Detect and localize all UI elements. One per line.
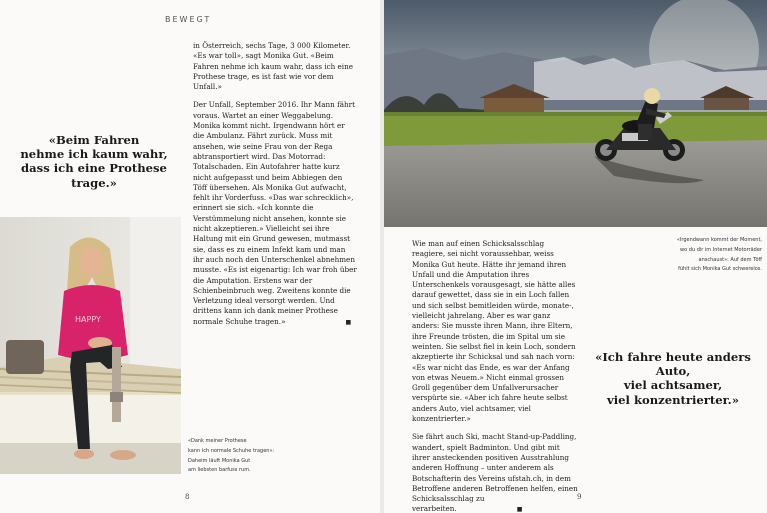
section-label: BEWEGT — [165, 15, 212, 24]
caption-line: wo du dir im Internet Motorräder — [680, 246, 762, 253]
right-article-column — [412, 239, 578, 513]
right-page — [384, 0, 767, 513]
left-paragraph-2: Der Unfall, September 2016. Ihr Mann fährt voraus. Wartet an einer Weggabelung. Monika kommt nicht. Irgendwann hört er die Ambulanz. Fährt zurück. Muss mit ansehen, wie seine Frau von der Rega abtransportiert wird. Das Motorrad: Totalschaden. Ein Autofahrer hatte kurz nicht aufgepasst und beim Abbiegen den Töff übersehen. Als Monika Gut aufwacht, fehlt ihr Vorderfuss. «Das war schrecklich», erinnert sie sich. «Ich konnte die Verstümmelung nicht ansehen, konnte sie nicht akzeptieren.» Vielleicht sei ihre Haltung mit ein Grund gewesen, mutmasst sie, dass es zu einem Infekt kam und man ihr auch noch den Unterschenkel abnehmen musste. «Es ist eigenartig: Ich war froh über die Amputation. Erstens war der Schienbeinbruch weg. Zweitens konnte die Verletzung ideal versorgt werden. Und drittens kann ich dank meiner Prothese normale Schuhe tragen.» ■ — [193, 100, 357, 326]
left-pull-quote — [8, 133, 180, 190]
right-paragraph-2: Sie fährt auch Ski, macht Stand-up-Paddling, wandert, spielt Badminton. Und gibt mit ihrer ansteckenden positiven Ausstrahlung anderen Hoffnung – unter anderem als Botschafterin des Vereins ufstah.ch, in dem Betroffene anderen Betroffenen helfen, einen Schicksalsschlag zu verarbeiten. ■ — [412, 432, 578, 513]
caption-line: Daheim läuft Monika Gut — [188, 457, 251, 464]
pull-quote-line-2: nehme ich kaum wahr, — [20, 147, 168, 162]
pull-quote-line-1: «Beim Fahren — [48, 133, 140, 147]
left-page — [0, 0, 380, 513]
left-paragraph-1: in Österreich, sechs Tage, 3 000 Kilometer. «Es war toll», sagt Monika Gut. «Beim Fahren nehme ich kaum wahr, dass ich eine Prothese trage, es ist fast wie vor dem Unfall.» — [193, 41, 353, 92]
pull-quote-line-1: «Ich fahre heute anders Auto, — [595, 350, 751, 379]
pull-quote-line-3: viel konzentrierter.» — [607, 392, 739, 407]
sweater-print: HAPPY — [75, 315, 101, 324]
caption-line: kann ich normale Schuhe tragen»: — [188, 447, 275, 454]
right-photo-caption — [647, 236, 762, 275]
caption-line: am liebsten barfuss rum. — [188, 467, 251, 474]
right-paragraph-1: Wie man auf einen Schicksalsschlag reagiere, sei nicht voraussehbar, weiss Monika Gut heute. Hätte ihr jemand ihren Unfall und die Amputation ihres Unterschenkels vorausgesagt, sie hätte alles darauf gewettet, dass sie in ein Loch fallen und sich selbst bemitleiden würde, monate-, vielleicht jahrelang. Aber es war ganz anders: Sie musste ihren Mann, ihre Eltern, ihre Freunde trösten, die im Spital um sie weinten. Sie selbst fiel in kein Loch, sondern akzeptierte ihr Schicksal und sah nach vorn: «Es war nicht das Ende, es war der Anfang von etwas Neuem.» Nicht einmal grossen Groll gegenüber dem Unfallverursacher verspürte sie. «Aber ich fahre heute selbst anders Auto, viel achtsamer, viel konzentrierter.» — [412, 239, 576, 424]
left-photo-caption — [188, 437, 338, 476]
caption-line: anschaust»: Auf dem Töff — [698, 256, 762, 263]
caption-line: «Irgendwann kommt der Moment, — [676, 237, 762, 243]
page-number-left: 8 — [185, 493, 190, 501]
caption-line: «Dank meiner Prothese — [188, 438, 247, 444]
caption-line: fühlt sich Monika Gut schwerelos. — [678, 266, 762, 273]
end-mark: ■ — [345, 318, 352, 326]
right-pull-quote — [582, 350, 764, 407]
motorcycle-photo — [384, 0, 767, 227]
end-mark: ■ — [516, 506, 523, 513]
woman-portrait-photo — [0, 217, 181, 474]
page-number-right: 9 — [577, 493, 582, 501]
left-article-column — [193, 41, 357, 336]
pull-quote-line-2: viel achtsamer, — [623, 378, 723, 393]
pull-quote-line-3: dass ich eine Prothese trage.» — [21, 161, 167, 190]
